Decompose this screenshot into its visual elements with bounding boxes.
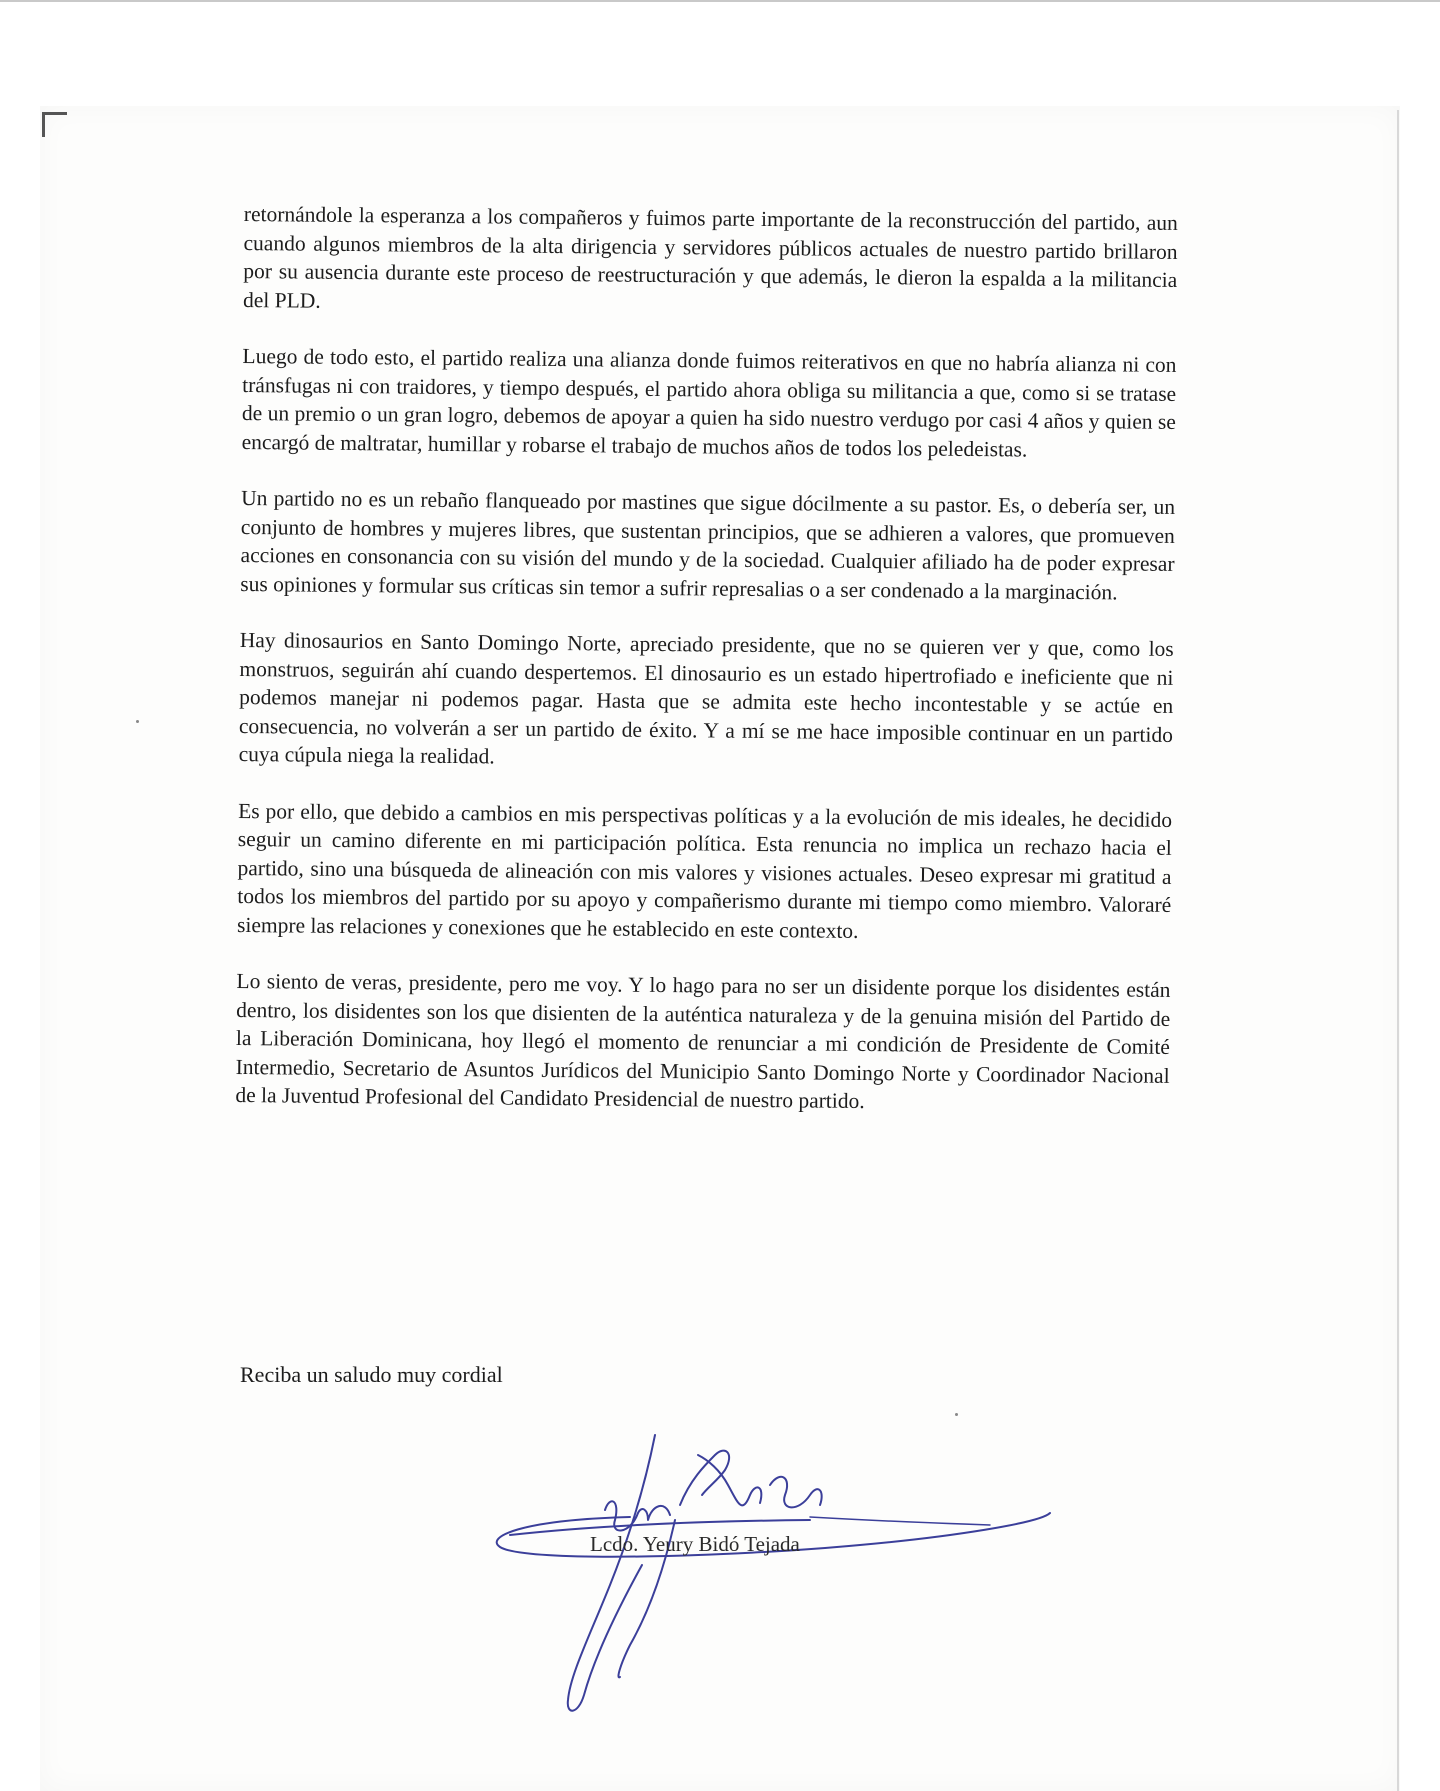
paragraph-2: Luego de todo esto, el partido realiza una alianza donde fuimos reiterativos en que no habría alianza ni con tránsfugas ni con traidores, y tiempo después, el partido ahora obliga su militancia a que, como si se tratase de un premio o un gran logro, debemos de apoyar a quien ha sido nuestro verdugo por casi 4 años y quien se encargó de maltratar, humillar y robarse el trabajo de muchos años de todos los peledeistas. (241, 343, 1177, 462)
page-corner-fold (42, 112, 67, 137)
paragraph-6: Lo siento de veras, presidente, pero me voy. Y lo hago para no ser un disidente porque los disidentes están dentro, los disidentes son los que disienten de la auténtica naturaleza y de la genuina misión del Partido de la Liberación Dominicana, hoy llegó el momento de renunciar a mi condición de Presidente de Comité Intermedio, Secretario de Asuntos Jurídicos del Municipio Santo Domingo Norte y Coordinador Nacional de la Juventud Profesional del Candidato Presidencial de nuestro partido. (235, 968, 1171, 1113)
page-edge (1397, 110, 1399, 1791)
handwritten-signature (480, 1425, 1080, 1725)
speck (136, 720, 139, 723)
paragraph-5: Es por ello, que debido a cambios en mis perspectivas políticas y a la evolución de mis ideales, he decidido seguir un camino diferente en mi participación política. Esta renuncia no implica un rechazo hacia el partido, sino una búsqueda de alineación con mis valores y visiones actuales. Deseo expresar mi gratitud a todos los miembros del partido por su apoyo y compañerismo durante mi tiempo como miembro. Valoraré siempre las relaciones y conexiones que he establecido en este contexto. (236, 798, 1173, 943)
paragraph-4: Hay dinosaurios en Santo Domingo Norte, apreciado presidente, que no se quieren ver y que, como los monstruos, seguirán ahí cuando despertemos. El dinosaurio es un estado hipertrofiado e ineficiente que ni podemos manejar ni podemos pagar. Hasta que se admita este hecho incontestable y se actúe en consecuencia, no volverán a ser un partido de éxito. Y a mí se me hace imposible continuar en un partido cuya cúpula niega la realidad. (238, 627, 1174, 769)
signer-name: Lcdo. Yeury Bidó Tejada (590, 1532, 800, 1556)
letter-body (235, 200, 1178, 1146)
closing-salutation: Reciba un saludo muy cordial (240, 1362, 503, 1387)
screen-top-rule (0, 0, 1440, 2)
paragraph-1: retornándole la esperanza a los compañeros y fuimos parte importante de la reconstrucción del partido, aun cuando algunos miembros de la alta dirigencia y servidores públicos actuales de nuestro partido brillaron por su ausencia durante este proceso de reestructuración y que además, le dieron la espalda a la militancia del PLD. (242, 201, 1178, 313)
speck (955, 1413, 958, 1416)
paragraph-3: Un partido no es un rebaño flanqueado por mastines que sigue dócilmente a su pastor. Es, o debería ser, un conjunto de hombres y mujeres libres, que sustentan principios, que se adhieren a valores, que promueven acciones en consonancia con su visión del mundo y de la sociedad. Cualquier afiliado ha de poder expresar sus opiniones y formular sus críticas sin temor a sufrir represalias o a ser condenado a la marginación. (240, 485, 1176, 604)
